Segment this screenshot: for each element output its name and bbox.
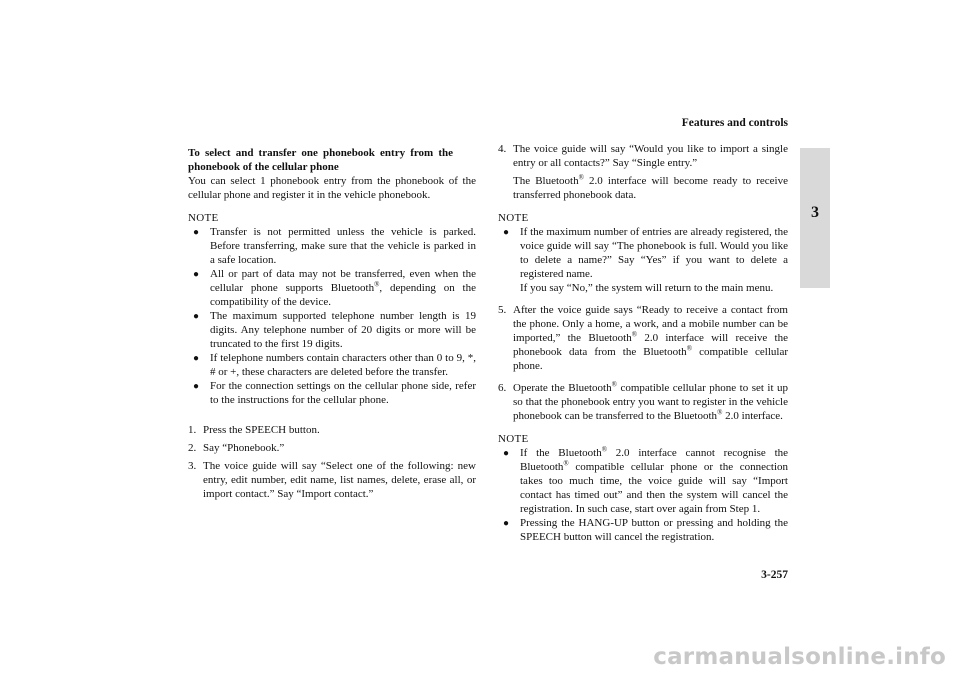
note-item: ● For the connection settings on the cellular phone side, refer to the instructions for the cellular phone. [193,380,476,406]
bullet-icon: ● [193,227,200,238]
bullet-icon: ● [193,381,200,392]
note-item: ● Transfer is not permitted unless the vehicle is parked. Before transferring, make sure that the vehicle is parked in a safe location. [193,226,476,266]
bullet-icon: ● [503,448,510,459]
left-column [188,146,476,501]
section-header: Features and controls [681,117,788,129]
note-item: ● The maximum supported telephone number length is 19 digits. Any telephone number of 20 digits or more will be truncated to the first 19 digits. [193,310,476,350]
page-number: 3-257 [761,569,788,581]
step-item: 5. After the voice guide says “Ready to receive a contact from the phone. Only a home, a work, and a mobile number can be imported,” the Bluetooth® 2.0 interface will receive the phonebook data from the Bluetooth® compatible cellular phone. [498,304,788,372]
intro-paragraph: You can select 1 phonebook entry from the phonebook of the cellular phone and register it in the vehicle phonebook. [188,175,476,201]
note-item: ● If telephone numbers contain characters other than 0 to 9, *, # or +, these characters are deleted before the transfer. [193,352,476,378]
step-item: 4. The voice guide will say “Would you like to import a single entry or all contacts?” Say “Single entry.” The Bluetooth® 2.0 interface will become ready to receive transferred phonebook data. [498,143,788,201]
note-item: ● All or part of data may not be transferred, even when the cellular phone supports Bluetooth®, depending on the compatibility of the device. [193,268,476,308]
step-item: 2. Say “Phonebook.” [188,442,285,454]
note-label: NOTE [498,433,529,445]
step-item: 3. The voice guide will say “Select one of the following: new entry, edit number, edit name, list names, delete, erase all, or import contact.” Say “Import contact.” [188,460,476,500]
note-label: NOTE [498,212,529,224]
step-item: 6. Operate the Bluetooth® compatible cellular phone to set it up so that the phonebook entry you want to register in the vehicle phonebook can be transferred to the Bluetooth® 2.0 interface. [498,380,789,422]
watermark: carmanualsonline.info [653,644,946,670]
chapter-number: 3 [811,204,819,221]
note-label: NOTE [188,212,219,224]
bullet-icon: ● [193,311,200,322]
right-column [498,142,788,544]
note-item: ● Pressing the HANG-UP button or pressing and holding the SPEECH button will cancel the registration. [503,517,788,543]
step-item: 1. Press the SPEECH button. [188,424,320,436]
bullet-icon: ● [503,518,510,529]
bullet-icon: ● [503,227,510,238]
chapter-tab [800,148,830,288]
note-item: ● If the Bluetooth® 2.0 interface cannot recognise the Bluetooth® compatible cellular phone or the connection takes too much time, the voice guide will say “Import contact has timed out” and then the system will cancel the registration. In such case, start over again from Step 1. [503,445,789,515]
bullet-icon: ● [193,269,200,280]
note-item: ● If the maximum number of entries are already registered, the voice guide will say “The phonebook is full. Would you like to delete a name?” Say “Yes” if you want to delete a registered name. If you say “No,” the system will return to the main menu. [503,226,788,294]
bullet-icon: ● [193,353,200,364]
section-heading: To select and transfer one phonebook entry from the phonebook of the cellular phone [188,147,453,173]
